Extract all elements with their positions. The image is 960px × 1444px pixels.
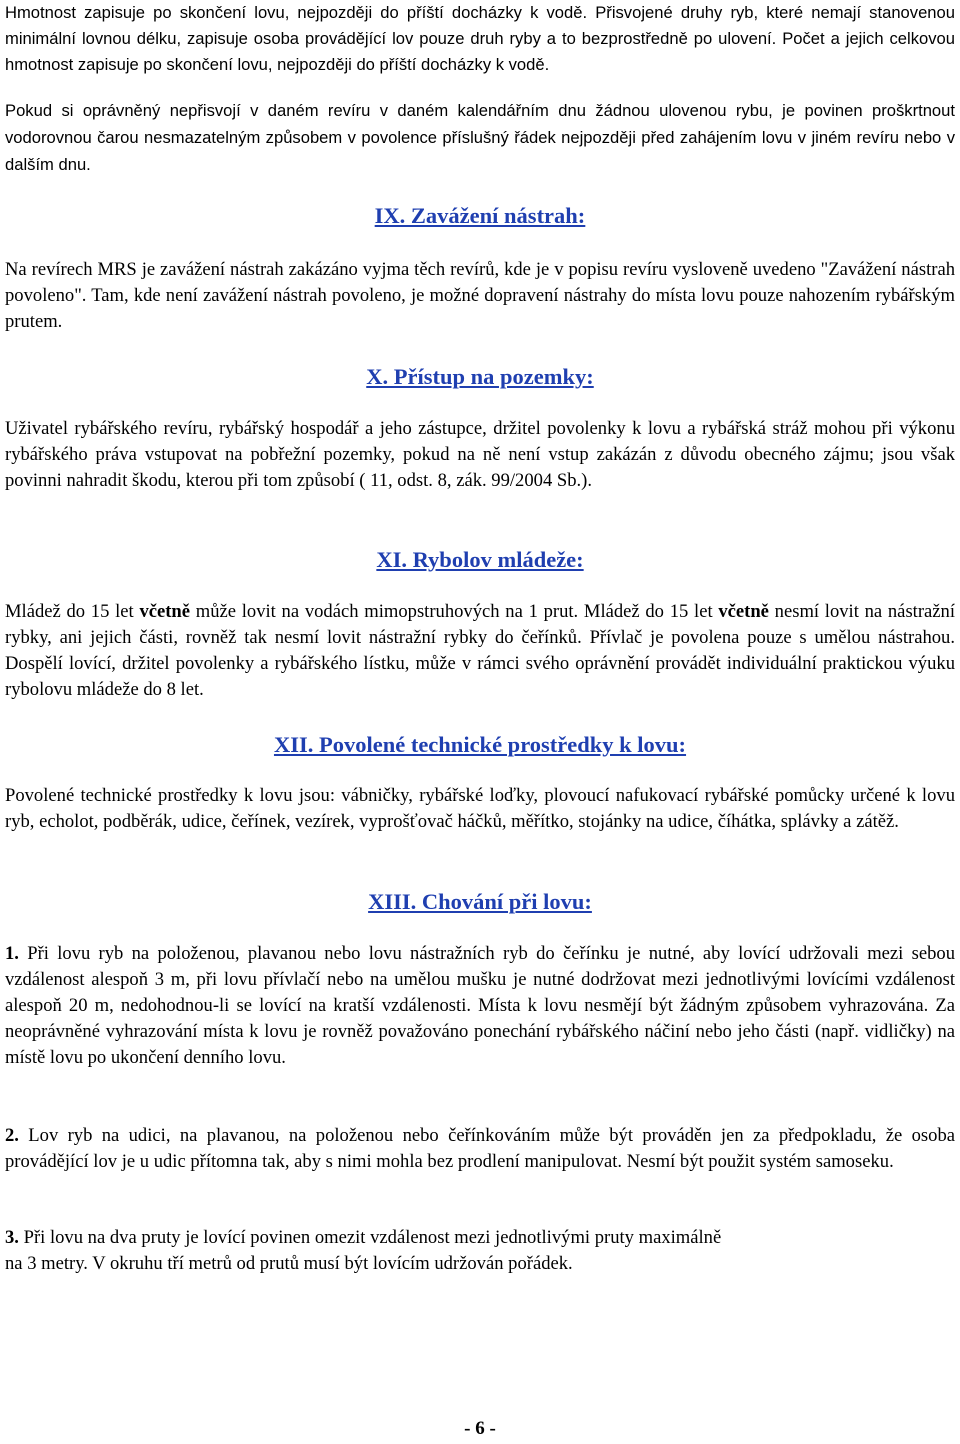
text-run: může lovit na vodách mimopstruhových na 1 prut. Mládež do 15 let [190, 601, 719, 622]
paragraph-rule-2 [5, 1123, 955, 1175]
paragraph-catch-weight: Hmotnost zapisuje po skončení lovu, nejpozději do příští docházky k vodě. Přisvojené druhy ryb, které nemají stanovenou minimální lovnou délku, zapisuje osoba provádějící lov pouze druh ryby a to bezprostředně po ulovení. Počet a jejich celkovou hmotnost zapisuje po skončení lovu, nejpozději do příští docházky k vodě. [5, 3, 955, 74]
heading-section-xii: XII. Povolené technické prostředky k lovu: [273, 732, 687, 757]
paragraph-rule-1 [5, 941, 955, 1071]
paragraph-no-catch-strike: Pokud si oprávněný nepřisvojí v daném revíru v daném kalendářním dnu žádnou ulovenou rybu, je povinen proškrtnout vodorovnou čarou nesmazatelným způsobem v povolence příslušný řádek nejpozději před zahájením lovu v jiném revíru nebo v dalším dnu. [5, 101, 955, 174]
paragraph-section-ix: Na revírech MRS je zavážení nástrah zakázáno vyjma těch revírů, kde je v popisu revíru vysloveně uvedeno "Zavážení nástrah povoleno". Tam, kde není zavážení nástrah povoleno, je možné dopravení nástrahy do místa lovu pouze nahozením rybářským prutem. [5, 259, 955, 332]
rule-text: Lov ryb na udici, na plavanou, na položenou nebo čeřínkováním může být prováděn jen za předpokladu, že osoba provádějící lov je u udic přítomna tak, aby s nimi mohla bez prodlení manipulovat. Nesmí být použit systém samoseku. [5, 1125, 955, 1172]
heading-section-xi: XI. Rybolov mládeže: [376, 547, 584, 572]
heading-section-x: X. Přístup na pozemky: [366, 364, 594, 389]
text-run: nesmí lovit na nástražní rybky, ani jejich části, rovněž tak nesmí lovit nástražní rybky do čeřínků. Přívlač je povolena pouze s umělou nástrahou. Dospělí lovící, držitel povolenky a rybářského lístku, může v rámci svého oprávnění provádět individuální praktickou výuku rybolovu mládeže do 8 let. [5, 601, 956, 700]
text-run: Mládež do 15 let [5, 601, 140, 622]
rule-text: Při lovu ryb na položenou, plavanou nebo lovu nástražních ryb do čeřínku je nutné, aby lovící udržovali mezi sebou vzdálenost alespoň 3 m, při lovu přívlačí nebo na umělou mušku je nutné dodržovat mezi jednotlivými lovícími vzdálenost alespoň 20 m, nedohodnou-li se lovící na kratší vzdálenosti. Místa k lovu nesmějí být žádným způsobem vyhrazována. Za neoprávněné vyhrazování místa k lovu je rovněž považováno ponechání rybářského náčiní nebo jeho části (např. vidličky) na místě lovu po ukončení denního lovu. [5, 943, 955, 1068]
paragraph-rule-3 [5, 1225, 955, 1277]
rule-text: na 3 metry. V okruhu tří metrů od prutů musí být lovícím udržován pořádek. [5, 1253, 573, 1274]
page-number: - 6 - [464, 1418, 496, 1439]
bold-emphasis: včetně [718, 601, 769, 622]
paragraph-section-xi [5, 599, 955, 703]
rule-number: 3. [5, 1227, 19, 1248]
paragraph-section-xii: Povolené technické prostředky k lovu jsou: vábničky, rybářské loďky, plovoucí nafukovací rybářské pomůcky určené k lovu ryb, echolot, podběrák, udice, čeřínek, vezírek, vyprošťovač háčků, měřítko, stojánky na udice, číhátka, splávky a zátěž. [5, 785, 955, 832]
heading-section-ix: IX. Zavážení nástrah: [374, 203, 586, 228]
paragraph-section-x: Uživatel rybářského revíru, rybářský hospodář a jeho zástupce, držitel povolenky k lovu a rybářská stráž mohou při výkonu rybářského práva vstupovat na pobřežní pozemky, pokud na ně není vstup zakázán z důvodu obecného zájmu; jsou však povinni nahradit škodu, kterou při tom způsobí ( 11, odst. 8, zák. 99/2004 Sb.). [5, 418, 955, 491]
heading-section-xiii: XIII. Chování při lovu: [368, 889, 592, 914]
rule-text: Při lovu na dva pruty je lovící povinen omezit vzdálenost mezi jednotlivými pruty maximálně [18, 1227, 722, 1248]
bold-emphasis: včetně [139, 601, 191, 622]
rule-number: 2. [5, 1125, 19, 1146]
rule-number: 1. [5, 943, 19, 964]
